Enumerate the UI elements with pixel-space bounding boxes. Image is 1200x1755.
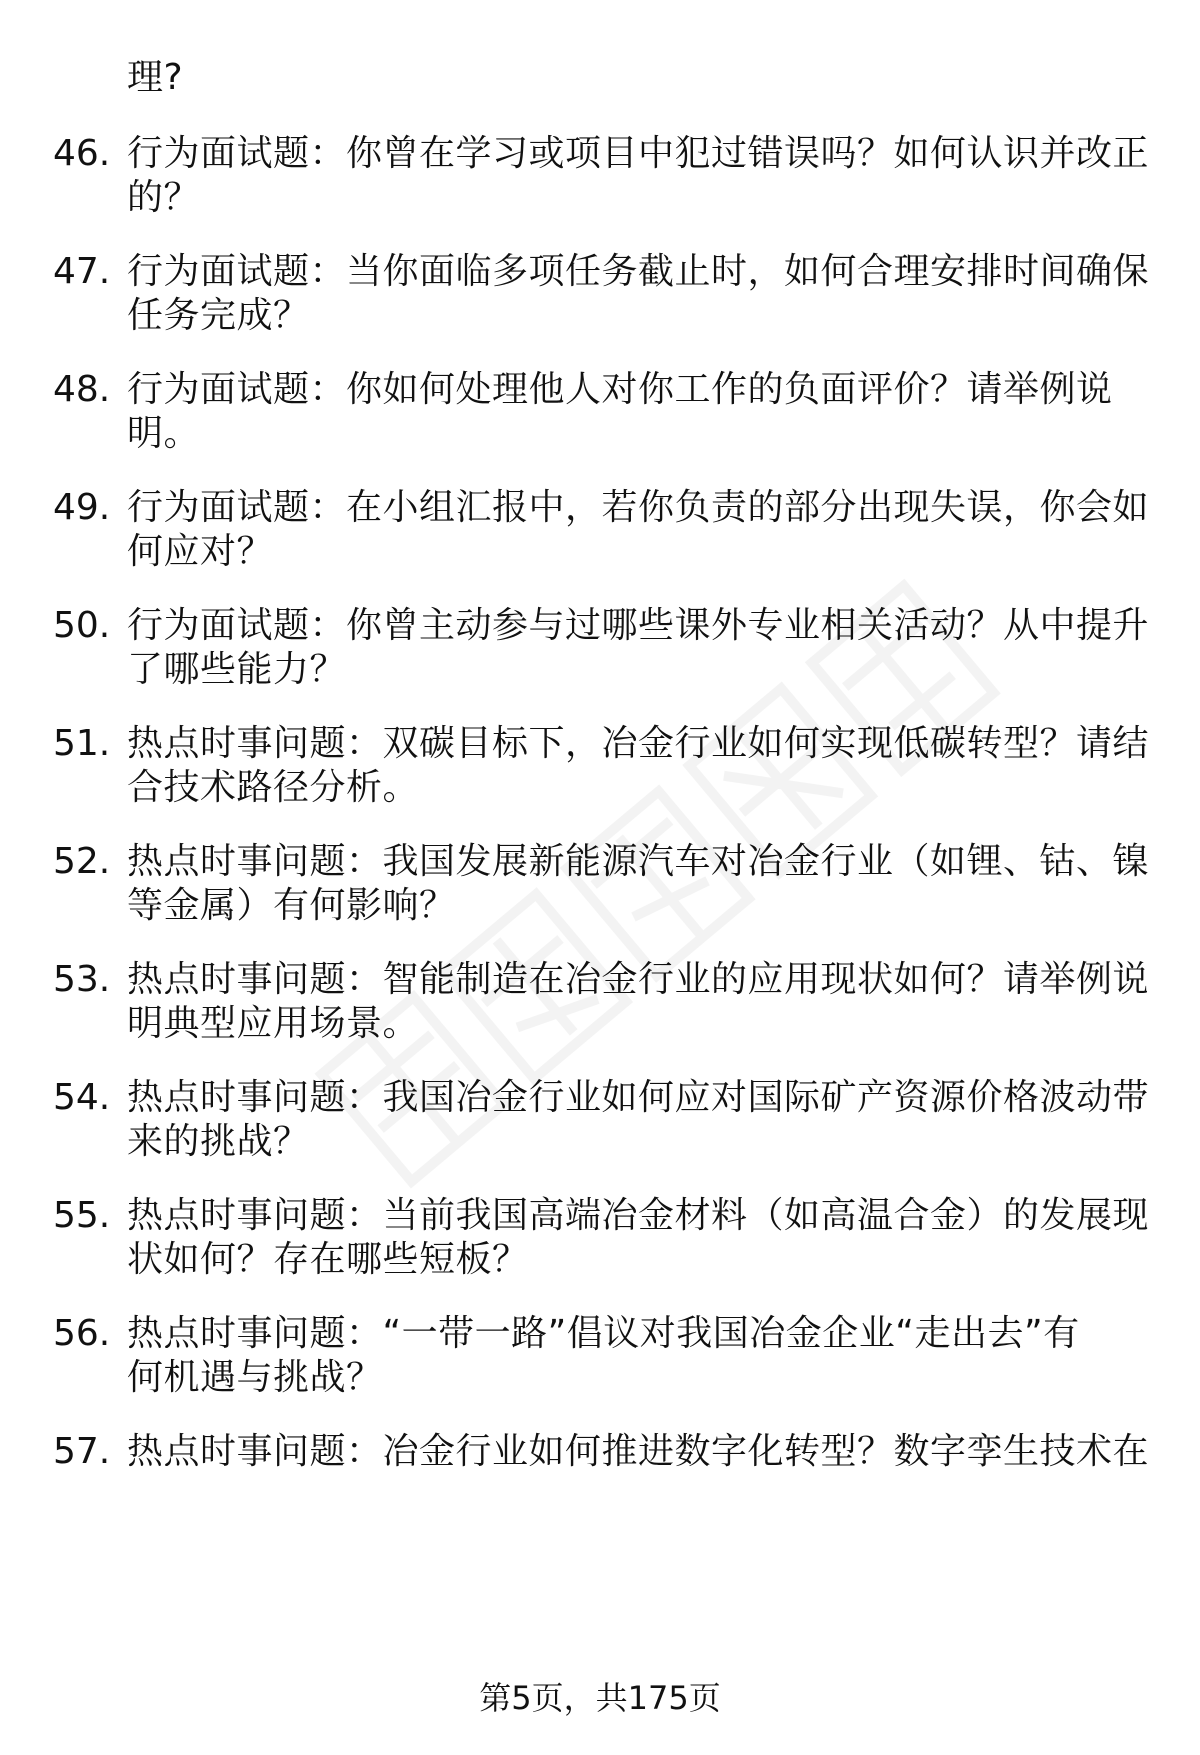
item-number: 57. — [53, 1431, 111, 1472]
item-number: 48. — [53, 369, 111, 410]
item-text: 状如何？存在哪些短板？ — [127, 1239, 529, 1280]
item-text: 何应对？ — [127, 531, 274, 572]
item-number: 51. — [53, 723, 111, 764]
item-text: 何机遇与挑战？ — [127, 1357, 383, 1398]
item-text: 行为面试题：在小组汇报中，若你负责的部分出现失误，你会如 — [127, 487, 1150, 528]
item-text: 热点时事问题：我国发展新能源汽车对冶金行业（如锂、钴、镍 — [127, 841, 1150, 882]
item-text: 热点时事问题：冶金行业如何推进数字化转型？数字孪生技术在 — [127, 1431, 1150, 1472]
item-text: 明。 — [127, 413, 201, 454]
item-text: 行为面试题：你曾主动参与过哪些课外专业相关活动？从中提升 — [127, 605, 1150, 646]
item-text: 来的挑战？ — [127, 1121, 310, 1162]
item-number: 47. — [53, 251, 111, 292]
item-text: 明典型应用场景。 — [127, 1003, 420, 1044]
item-text: 热点时事问题：我国冶金行业如何应对国际矿产资源价格波动带 — [127, 1077, 1150, 1118]
item-text: 的？ — [127, 177, 201, 218]
item-text: 任务完成？ — [127, 295, 310, 336]
item-text: 热点时事问题：双碳目标下，冶金行业如何实现低碳转型？请结 — [127, 723, 1150, 764]
item-text: 热点时事问题：智能制造在冶金行业的应用现状如何？请举例说 — [127, 959, 1150, 1000]
item-text: 行为面试题：你曾在学习或项目中犯过错误吗？如何认识并改正 — [127, 133, 1150, 174]
item-text: 行为面试题：当你面临多项任务截止时，如何合理安排时间确保 — [127, 251, 1150, 292]
item-text: 热点时事问题：当前我国高端冶金材料（如高温合金）的发展现 — [127, 1195, 1150, 1236]
item-number: 50. — [53, 605, 111, 646]
item-text: 行为面试题：你如何处理他人对你工作的负面评价？请举例说 — [127, 369, 1113, 410]
item-number: 54. — [53, 1077, 111, 1118]
page-footer: 第5页，共175页 — [479, 1679, 721, 1717]
item-number: 46. — [53, 133, 111, 174]
continuation-text: 理? — [127, 57, 184, 98]
item-number: 56. — [53, 1313, 111, 1354]
item-text: 合技术路径分析。 — [127, 767, 420, 808]
item-number: 53. — [53, 959, 111, 1000]
item-text: 等金属）有何影响？ — [127, 885, 456, 926]
item-number: 49. — [53, 487, 111, 528]
item-text: 热点时事问题：“一带一路”倡议对我国冶金企业“走出去”有 — [127, 1313, 1080, 1354]
item-number: 52. — [53, 841, 111, 882]
item-text: 了哪些能力？ — [127, 649, 347, 690]
item-number: 55. — [53, 1195, 111, 1236]
